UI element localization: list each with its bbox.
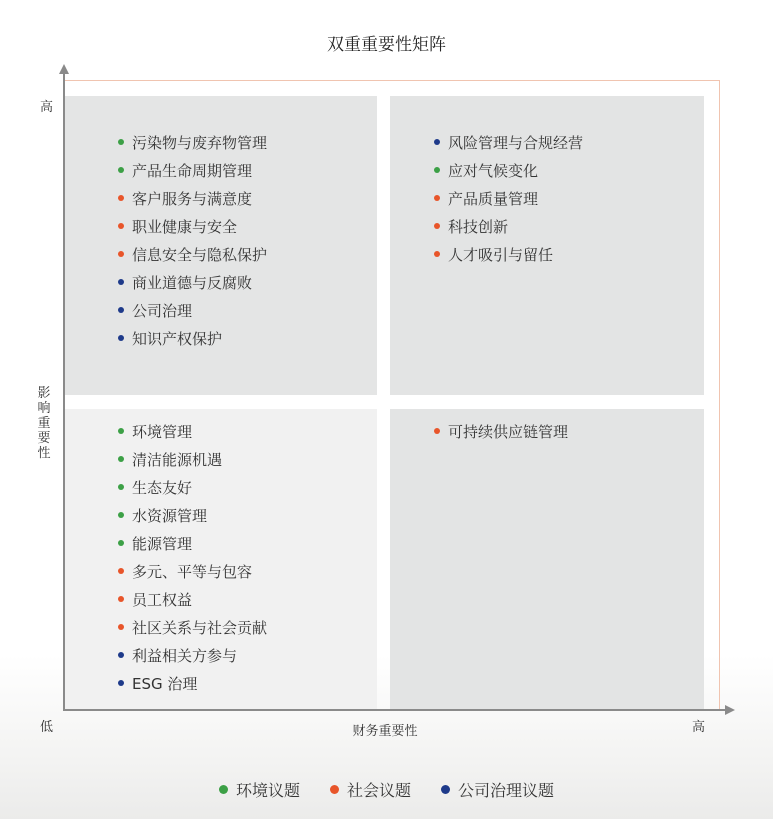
category-dot-icon bbox=[434, 251, 440, 257]
category-dot-icon bbox=[118, 484, 124, 490]
topic-item bbox=[434, 241, 583, 269]
topic-label: 公司治理 bbox=[132, 302, 193, 320]
topic-item bbox=[118, 129, 267, 157]
y-axis-line bbox=[63, 70, 65, 710]
topic-item bbox=[118, 157, 267, 185]
topic-item bbox=[118, 325, 267, 353]
topic-label: 员工权益 bbox=[132, 591, 193, 609]
topic-label: 多元、平等与包容 bbox=[132, 563, 253, 581]
topic-label: 信息安全与隐私保护 bbox=[132, 246, 268, 264]
category-dot-icon bbox=[118, 512, 124, 518]
category-dot-icon bbox=[118, 428, 124, 434]
x-axis-high-label: 高 bbox=[692, 720, 706, 735]
category-dot-icon bbox=[118, 195, 124, 201]
legend-dot-icon bbox=[441, 785, 450, 794]
matrix-title: 双重重要性矩阵 bbox=[327, 35, 446, 55]
quadrant-top-left-list bbox=[118, 129, 267, 353]
category-dot-icon bbox=[434, 223, 440, 229]
topic-item bbox=[434, 185, 583, 213]
x-axis-line bbox=[63, 709, 727, 711]
legend-item-env bbox=[219, 778, 300, 801]
topic-label: 能源管理 bbox=[132, 535, 193, 553]
category-dot-icon bbox=[118, 596, 124, 602]
legend-label: 公司治理议题 bbox=[458, 781, 555, 800]
topic-label: 风险管理与合规经营 bbox=[448, 134, 584, 152]
x-axis-arrow-icon bbox=[725, 705, 735, 715]
topic-label: 生态友好 bbox=[132, 479, 193, 497]
topic-label: 水资源管理 bbox=[132, 507, 208, 525]
category-dot-icon bbox=[434, 428, 440, 434]
topic-item bbox=[434, 129, 583, 157]
topic-item bbox=[118, 269, 267, 297]
legend-label: 环境议题 bbox=[235, 781, 300, 800]
topic-label: 利益相关方参与 bbox=[132, 647, 238, 665]
category-dot-icon bbox=[118, 540, 124, 546]
topic-item bbox=[118, 474, 267, 502]
category-dot-icon bbox=[118, 568, 124, 574]
category-dot-icon bbox=[434, 167, 440, 173]
category-dot-icon bbox=[118, 624, 124, 630]
quadrant-top-right-list bbox=[434, 129, 583, 269]
quadrant-bottom-right-list bbox=[434, 418, 568, 446]
topic-label: 可持续供应链管理 bbox=[448, 423, 569, 441]
topic-item bbox=[118, 586, 267, 614]
topic-item bbox=[118, 241, 267, 269]
topic-item bbox=[118, 502, 267, 530]
quadrant-bottom-right bbox=[390, 409, 704, 709]
category-dot-icon bbox=[118, 251, 124, 257]
topic-item bbox=[118, 297, 267, 325]
topic-label: 环境管理 bbox=[132, 423, 193, 441]
category-dot-icon bbox=[118, 139, 124, 145]
y-axis-high-label: 高 bbox=[40, 100, 54, 115]
topic-item bbox=[118, 213, 267, 241]
category-dot-icon bbox=[118, 680, 124, 686]
topic-label: 产品质量管理 bbox=[448, 190, 539, 208]
y-axis-title: 影响重要性 bbox=[37, 386, 51, 461]
legend-item-gov bbox=[441, 778, 554, 801]
topic-label: 科技创新 bbox=[448, 218, 509, 236]
legend-label: 社会议题 bbox=[346, 781, 411, 800]
topic-label: 产品生命周期管理 bbox=[132, 162, 253, 180]
topic-label: 社区关系与社会贡献 bbox=[132, 619, 268, 637]
category-dot-icon bbox=[118, 167, 124, 173]
topic-item bbox=[118, 558, 267, 586]
topic-label: 客户服务与满意度 bbox=[132, 190, 253, 208]
topic-label: ESG 治理 bbox=[132, 675, 198, 693]
topic-label: 人才吸引与留任 bbox=[448, 246, 554, 264]
topic-item bbox=[118, 530, 267, 558]
legend-dot-icon bbox=[219, 785, 228, 794]
legend bbox=[0, 778, 773, 801]
category-dot-icon bbox=[434, 195, 440, 201]
category-dot-icon bbox=[118, 456, 124, 462]
legend-item-soc bbox=[330, 778, 411, 801]
topic-item bbox=[118, 642, 267, 670]
category-dot-icon bbox=[118, 279, 124, 285]
category-dot-icon bbox=[434, 139, 440, 145]
category-dot-icon bbox=[118, 307, 124, 313]
category-dot-icon bbox=[118, 223, 124, 229]
topic-item bbox=[434, 418, 568, 446]
category-dot-icon bbox=[118, 335, 124, 341]
topic-item bbox=[118, 670, 267, 698]
topic-label: 清洁能源机遇 bbox=[132, 451, 223, 469]
topic-item bbox=[118, 418, 267, 446]
topic-label: 商业道德与反腐败 bbox=[132, 274, 253, 292]
topic-item bbox=[434, 157, 583, 185]
topic-item bbox=[118, 185, 267, 213]
topic-label: 知识产权保护 bbox=[132, 330, 223, 348]
topic-item bbox=[118, 446, 267, 474]
category-dot-icon bbox=[118, 652, 124, 658]
topic-item bbox=[434, 213, 583, 241]
y-axis-arrow-icon bbox=[59, 64, 69, 74]
x-axis-title: 财务重要性 bbox=[352, 724, 418, 739]
origin-low-label: 低 bbox=[40, 720, 54, 735]
topic-label: 应对气候变化 bbox=[448, 162, 539, 180]
quadrant-bottom-left-list bbox=[118, 418, 267, 698]
topic-label: 职业健康与安全 bbox=[132, 218, 238, 236]
legend-dot-icon bbox=[330, 785, 339, 794]
topic-label: 污染物与废弃物管理 bbox=[132, 134, 268, 152]
topic-item bbox=[118, 614, 267, 642]
